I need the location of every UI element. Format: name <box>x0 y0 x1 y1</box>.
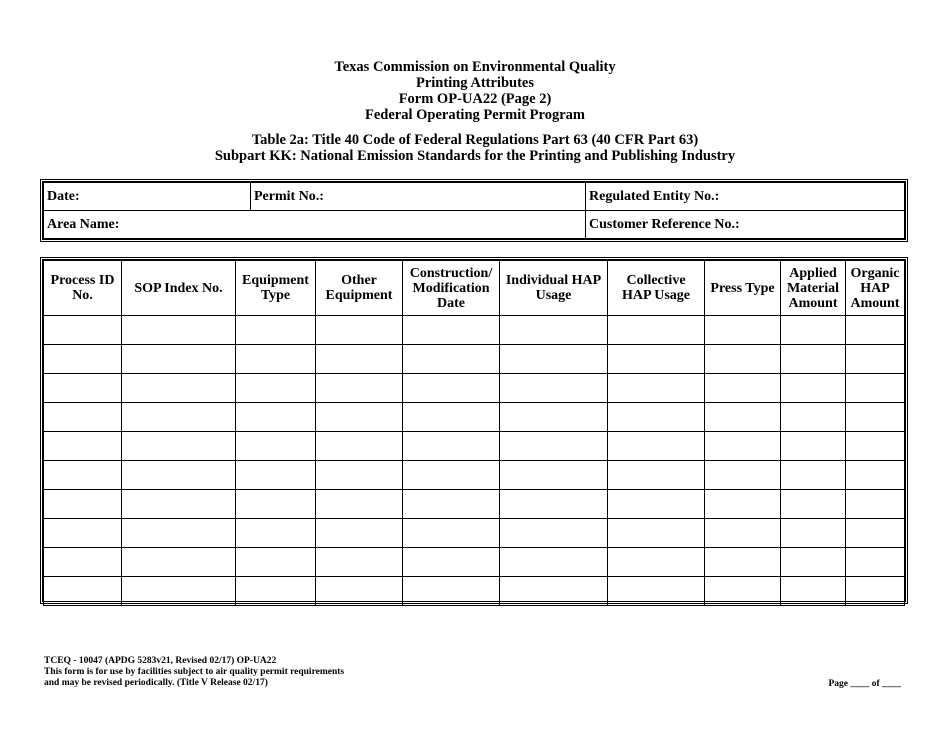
table-cell[interactable] <box>236 490 316 519</box>
table-cell[interactable] <box>44 432 122 461</box>
table-cell[interactable] <box>403 345 500 374</box>
table-cell[interactable] <box>316 403 403 432</box>
table-cell[interactable] <box>608 316 705 345</box>
form-code: TCEQ - 10047 (APDG 5283v21, Revised 02/17) OP-UA22 <box>44 656 277 666</box>
column-header: SOP Index No. <box>122 261 236 316</box>
table-cell[interactable] <box>122 577 236 606</box>
table-cell[interactable] <box>44 577 122 606</box>
table-cell[interactable] <box>781 548 846 577</box>
column-header: Construction/ Modification Date <box>403 261 500 316</box>
table-cell[interactable] <box>781 461 846 490</box>
table-cell[interactable] <box>403 519 500 548</box>
table-cell[interactable] <box>705 548 781 577</box>
table-cell[interactable] <box>500 374 608 403</box>
table-cell[interactable] <box>403 403 500 432</box>
table-cell[interactable] <box>236 461 316 490</box>
table-cell[interactable] <box>44 374 122 403</box>
table-row <box>44 432 905 461</box>
permit-number-field[interactable] <box>251 183 586 211</box>
table-cell[interactable] <box>403 490 500 519</box>
customer-reference-label: Customer Reference No.: <box>589 216 740 232</box>
table-cell[interactable] <box>500 490 608 519</box>
table-cell[interactable] <box>122 345 236 374</box>
table-cell[interactable] <box>608 519 705 548</box>
table-cell[interactable] <box>316 316 403 345</box>
table-cell[interactable] <box>122 403 236 432</box>
customer-reference-field[interactable] <box>586 211 905 239</box>
attributes-table-box <box>40 257 908 604</box>
column-header: Process ID No. <box>44 261 122 316</box>
table-cell[interactable] <box>608 490 705 519</box>
identification-box <box>40 179 908 242</box>
table-cell[interactable] <box>705 316 781 345</box>
table-cell[interactable] <box>122 432 236 461</box>
table-cell[interactable] <box>500 432 608 461</box>
table-row <box>44 490 905 519</box>
table-cell[interactable] <box>403 548 500 577</box>
table-cell[interactable] <box>608 432 705 461</box>
table-cell[interactable] <box>122 461 236 490</box>
permit-number-label: Permit No.: <box>254 188 324 204</box>
table-cell[interactable] <box>846 519 905 548</box>
table-cell[interactable] <box>403 374 500 403</box>
column-header: Collective HAP Usage <box>608 261 705 316</box>
table-subtitle: Subpart KK: National Emission Standards for the Printing and Publishing Industry <box>214 148 736 164</box>
table-cell[interactable] <box>846 345 905 374</box>
table-cell[interactable] <box>608 461 705 490</box>
table-cell[interactable] <box>236 345 316 374</box>
table-cell[interactable] <box>500 316 608 345</box>
table-cell[interactable] <box>500 519 608 548</box>
table-cell[interactable] <box>781 519 846 548</box>
table-row <box>44 316 905 345</box>
regulated-entity-field[interactable] <box>586 183 905 211</box>
table-cell[interactable] <box>846 548 905 577</box>
table-cell[interactable] <box>846 316 905 345</box>
form-subject: Printing Attributes <box>415 75 534 91</box>
table-cell[interactable] <box>846 577 905 606</box>
table-cell[interactable] <box>44 345 122 374</box>
table-row <box>44 345 905 374</box>
table-cell[interactable] <box>705 345 781 374</box>
table-cell[interactable] <box>122 548 236 577</box>
revision-note: and may be revised periodically. (Title V Release 02/17) <box>44 678 268 688</box>
date-label: Date: <box>47 188 80 204</box>
table-cell[interactable] <box>316 374 403 403</box>
table-cell[interactable] <box>44 548 122 577</box>
regulated-entity-label: Regulated Entity No.: <box>589 188 720 204</box>
table-cell[interactable] <box>122 490 236 519</box>
table-cell[interactable] <box>500 345 608 374</box>
table-cell[interactable] <box>44 461 122 490</box>
table-cell[interactable] <box>705 490 781 519</box>
table-cell[interactable] <box>44 316 122 345</box>
table-cell[interactable] <box>44 490 122 519</box>
table-cell[interactable] <box>236 403 316 432</box>
table-cell[interactable] <box>500 403 608 432</box>
table-cell[interactable] <box>236 519 316 548</box>
attributes-table <box>43 260 905 606</box>
table-row <box>44 577 905 606</box>
table-cell[interactable] <box>403 432 500 461</box>
table-cell[interactable] <box>608 548 705 577</box>
table-cell[interactable] <box>236 548 316 577</box>
column-header: Equipment Type <box>236 261 316 316</box>
form-header <box>0 59 950 123</box>
table-cell[interactable] <box>608 345 705 374</box>
table-cell[interactable] <box>236 374 316 403</box>
table-cell[interactable] <box>846 403 905 432</box>
table-cell[interactable] <box>608 374 705 403</box>
table-row <box>44 519 905 548</box>
table-cell[interactable] <box>316 519 403 548</box>
table-cell[interactable] <box>781 345 846 374</box>
table-row <box>44 461 905 490</box>
table-cell[interactable] <box>403 577 500 606</box>
table-cell[interactable] <box>781 432 846 461</box>
table-cell[interactable] <box>705 461 781 490</box>
table-cell[interactable] <box>781 374 846 403</box>
table-cell[interactable] <box>316 345 403 374</box>
table-cell[interactable] <box>705 519 781 548</box>
table-cell[interactable] <box>44 519 122 548</box>
table-row <box>44 374 905 403</box>
table-cell[interactable] <box>236 432 316 461</box>
table-cell[interactable] <box>316 461 403 490</box>
table-cell[interactable] <box>781 490 846 519</box>
table-cell[interactable] <box>122 519 236 548</box>
table-cell[interactable] <box>500 577 608 606</box>
form-footer <box>44 656 344 689</box>
table-cell[interactable] <box>316 577 403 606</box>
column-header: Organic HAP Amount <box>846 261 905 316</box>
table-body <box>44 316 905 606</box>
page-number: Page ____ of ____ <box>828 679 901 689</box>
table-cell[interactable] <box>846 432 905 461</box>
table-cell[interactable] <box>705 403 781 432</box>
area-name-label: Area Name: <box>47 216 120 232</box>
table-row <box>44 403 905 432</box>
table-cell[interactable] <box>316 548 403 577</box>
table-cell[interactable] <box>316 490 403 519</box>
table-cell[interactable] <box>236 577 316 606</box>
table-cell[interactable] <box>608 577 705 606</box>
table-cell[interactable] <box>44 403 122 432</box>
table-header-row <box>44 261 905 316</box>
table-cell[interactable] <box>316 432 403 461</box>
table-row <box>44 548 905 577</box>
table-cell[interactable] <box>846 374 905 403</box>
usage-note: This form is for use by facilities subject to air quality permit requirements <box>44 667 345 677</box>
column-header: Other Equipment <box>316 261 403 316</box>
form-number: Form OP-UA22 (Page 2) <box>398 91 552 107</box>
table-cell[interactable] <box>846 490 905 519</box>
table-cell[interactable] <box>781 577 846 606</box>
table-cell[interactable] <box>608 403 705 432</box>
table-cell[interactable] <box>846 461 905 490</box>
area-name-field[interactable] <box>44 211 586 239</box>
table-cell[interactable] <box>500 461 608 490</box>
table-cell[interactable] <box>705 577 781 606</box>
date-field[interactable] <box>44 183 251 211</box>
program-name: Federal Operating Permit Program <box>365 107 585 123</box>
table-cell[interactable] <box>781 316 846 345</box>
agency-name: Texas Commission on Environmental Quality <box>334 59 616 75</box>
table-cell[interactable] <box>500 548 608 577</box>
table-title: Table 2a: Title 40 Code of Federal Regulations Part 63 (40 CFR Part 63) <box>251 132 699 148</box>
identification-table <box>43 182 905 239</box>
table-cell[interactable] <box>236 316 316 345</box>
column-header: Individual HAP Usage <box>500 261 608 316</box>
column-header: Press Type <box>705 261 781 316</box>
table-cell[interactable] <box>705 432 781 461</box>
table-cell[interactable] <box>122 316 236 345</box>
table-cell[interactable] <box>403 461 500 490</box>
table-cell[interactable] <box>403 316 500 345</box>
table-heading <box>0 132 950 164</box>
table-cell[interactable] <box>705 374 781 403</box>
table-cell[interactable] <box>781 403 846 432</box>
table-cell[interactable] <box>122 374 236 403</box>
column-header: Applied Material Amount <box>781 261 846 316</box>
